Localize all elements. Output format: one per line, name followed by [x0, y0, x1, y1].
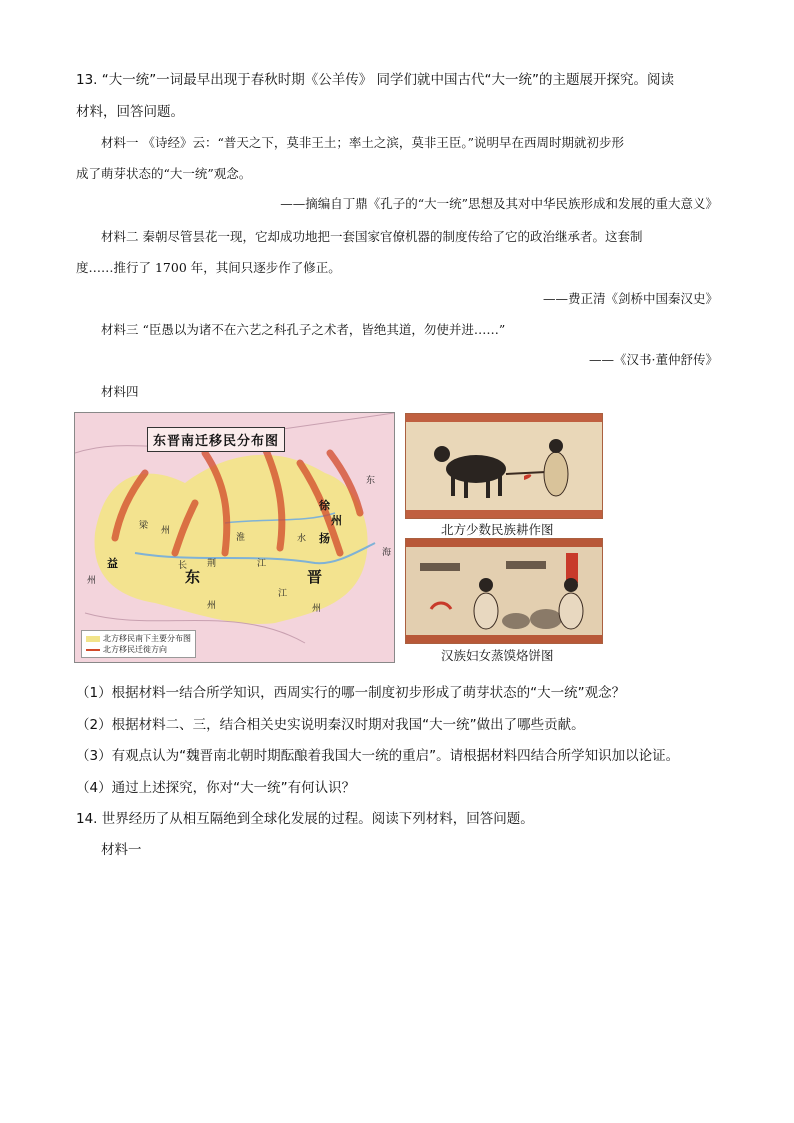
material3-text: 材料三 “臣愚以为诸不在六艺之科孔子之术者，皆绝其道，勿使并进……” [101, 322, 506, 337]
legend-area-label: 北方移民南下主要分布图 [103, 634, 191, 643]
map-label: 长 [178, 561, 188, 571]
map-label: 州 [312, 604, 322, 614]
map-label: 淮 [236, 533, 246, 543]
map-label: 水 [297, 534, 307, 544]
plowing-painting [405, 413, 603, 519]
q13-intro-line2: 材料，回答问题。 [76, 104, 184, 120]
q14-intro: 14. 世界经历了从相互隔绝到全球化发展的过程。阅读下列材料，回答问题。 [76, 811, 534, 827]
material1-text: 材料一 《诗经》云：“普天之下，莫非王土；率土之滨，莫非王臣。”说明早在西周时期就初步形 [101, 135, 625, 150]
map-label: 东 [185, 568, 201, 586]
q13-intro-line1: 13. “大一统”一词最早出现于春秋时期《公羊传》 同学们就中国古代“大一统”的主题展开探究。阅读 [76, 72, 675, 88]
cooking-painting-image [406, 539, 602, 643]
map-title: 东晋南迁移民分布图 [147, 427, 285, 452]
cooking-painting [405, 538, 603, 644]
plowing-painting-image [406, 414, 602, 518]
map-legend [81, 630, 196, 658]
caption-cooking: 汉族妇女蒸馍烙饼图 [441, 648, 554, 663]
map-label: 徐 [319, 499, 330, 512]
q13-subquestion-3: （3）有观点认为“魏晋南北朝时期酝酿着我国大一统的重启”。请根据材料四结合所学知识加以论证。 [76, 748, 680, 764]
q13-subquestion-2: （2）根据材料二、三，结合相关史实说明秦汉时期对我国“大一统”做出了哪些贡献。 [76, 717, 585, 733]
q14-material1-label: 材料一 [101, 842, 142, 858]
material4-label: 材料四 [101, 384, 139, 399]
caption-plowing: 北方少数民族耕作图 [441, 522, 554, 537]
legend-arrow-label: 北方移民迁徙方向 [103, 645, 167, 654]
map-label: 州 [161, 526, 171, 536]
map-label: 梁 [139, 521, 149, 531]
map-label: 州 [87, 576, 97, 586]
map-label: 扬 [319, 532, 330, 545]
material1-text-cont: 成了萌芽状态的“大一统”观念。 [76, 166, 252, 181]
map-label: 晋 [307, 568, 323, 586]
map-label: 州 [207, 601, 217, 611]
migration-map [74, 412, 395, 663]
material2-source: ——费正清《剑桥中国秦汉史》 [542, 291, 718, 306]
map-label: 荆 [207, 559, 217, 569]
map-label: 海 [382, 548, 392, 558]
material3-source: ——《汉书·董仲舒传》 [589, 352, 718, 367]
map-label: 益 [107, 557, 118, 570]
map-label: 江 [257, 559, 267, 569]
q13-subquestion-4: （4）通过上述探究，你对“大一统”有何认识？ [76, 780, 356, 796]
material2-text-cont: 度……推行了 1700 年，其间只逐步作了修正。 [76, 260, 341, 275]
map-label: 东 [366, 476, 376, 486]
material2-text: 材料二 秦朝尽管昙花一现，它却成功地把一套国家官僚机器的制度传给了它的政治继承者。这套制 [101, 229, 643, 244]
q13-subquestion-1: （1）根据材料一结合所学知识，西周实行的哪一制度初步形成了萌芽状态的“大一统”观念？ [76, 685, 626, 701]
map-label: 州 [331, 514, 342, 527]
map-label: 江 [278, 589, 288, 599]
material1-source: ——摘编自丁鼎《孔子的“大一统”思想及其对中华民族形成和发展的重大意义》 [280, 196, 718, 211]
